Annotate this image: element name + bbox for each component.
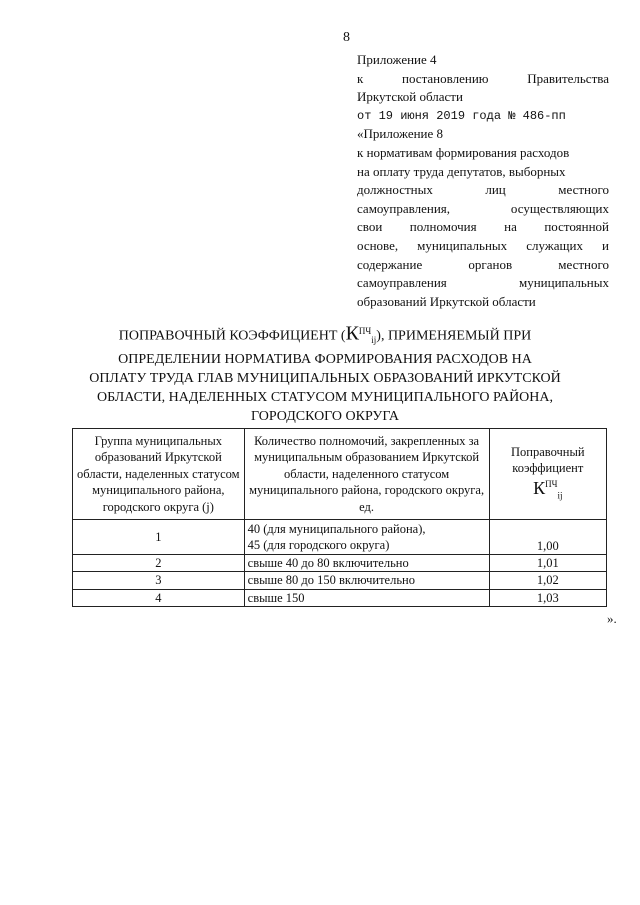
document-title [80,322,570,426]
appendix-line: к нормативам формирования расходов [357,144,570,160]
title-text: ПОПРАВОЧНЫЙ КОЭФФИЦИЕНТ ( [118,328,346,344]
table-header-row [73,429,607,520]
title-line [80,322,570,350]
title-text: ), ПРИМЕНЯЕМЫЙ ПРИ [376,328,532,344]
appendix-line: Иркутской области [357,89,463,105]
title-line: ОБЛАСТИ, НАДЕЛЕННЫХ СТАТУСОМ МУНИЦИПАЛЬНОГО РАЙОНА, [96,390,554,406]
page-number: 8 [343,30,350,45]
header-count: Количество полномочий, закрепленных за муниципальным образованием Иркутской области, наделенного статусом муниципального района, городского округа, ед. [244,429,489,520]
appendix-line: самоуправления, осуществляющих [357,200,609,216]
cell-group: 1 [73,520,245,555]
table-row [73,520,607,555]
cell-coefficient: 1,01 [489,555,606,572]
coefficient-superscript: ПЧ [545,479,558,490]
table-row [73,589,607,606]
appendix-line: должностных лиц местного [357,182,609,198]
header-coefficient-label: Поправочный коэффициент [510,444,585,476]
appendix-line: содержание органов местного [357,256,609,272]
appendix-date-line: от 19 июня 2019 года № 486-пп [357,108,566,123]
title-line: ОПРЕДЕЛЕНИИ НОРМАТИВА ФОРМИРОВАНИЯ РАСХОДОВ НА [118,352,532,368]
table-row [73,572,607,589]
appendix-line: основе, муниципальных служащих и [357,237,609,253]
header-coefficient [489,429,606,520]
coefficient-subscript: ij [557,491,563,502]
header-group: Группа муниципальных образований Иркутской области, наделенных статусом муниципального района, городского округа (j) [73,429,245,520]
cell-coefficient: 1,02 [489,572,606,589]
closing-quote: ». [607,611,617,626]
coefficient-symbol: К [345,322,359,345]
cell-count: свыше 40 до 80 включительно [244,555,489,572]
appendix-line: к постановлению Правительства [357,70,609,86]
cell-count [244,520,489,555]
appendix-line: «Приложение 8 [357,126,444,142]
coefficient-subscript: ij [371,335,377,346]
title-line: ГОРОДСКОГО ОКРУГА [250,409,400,425]
cell-count-line: 45 (для городского округа) [247,538,390,553]
appendix-header [357,51,609,311]
header-coefficient-symbol [493,476,603,504]
appendix-line: на оплату труда депутатов, выборных [357,163,566,179]
appendix-line: Приложение 4 [357,52,437,67]
appendix-line: образований Иркутской области [357,293,536,309]
appendix-line: свои полномочия на постоянной [357,219,609,235]
table-row [73,555,607,572]
coefficient-table [72,428,607,607]
coefficient-superscript: ПЧ [358,326,372,336]
cell-count-line: 40 (для муниципального района), [247,521,426,536]
cell-count: свыше 80 до 150 включительно [244,572,489,589]
cell-group: 3 [73,572,245,589]
title-line: ОПЛАТУ ТРУДА ГЛАВ МУНИЦИПАЛЬНЫХ ОБРАЗОВАНИЙ ИРКУТСКОЙ [89,371,561,387]
cell-coefficient: 1,03 [489,589,606,606]
cell-coefficient: 1,00 [489,520,606,555]
appendix-line: самоуправления муниципальных [357,275,609,291]
coefficient-symbol: К [533,478,546,499]
cell-group: 2 [73,555,245,572]
cell-count: свыше 150 [244,589,489,606]
cell-group: 4 [73,589,245,606]
